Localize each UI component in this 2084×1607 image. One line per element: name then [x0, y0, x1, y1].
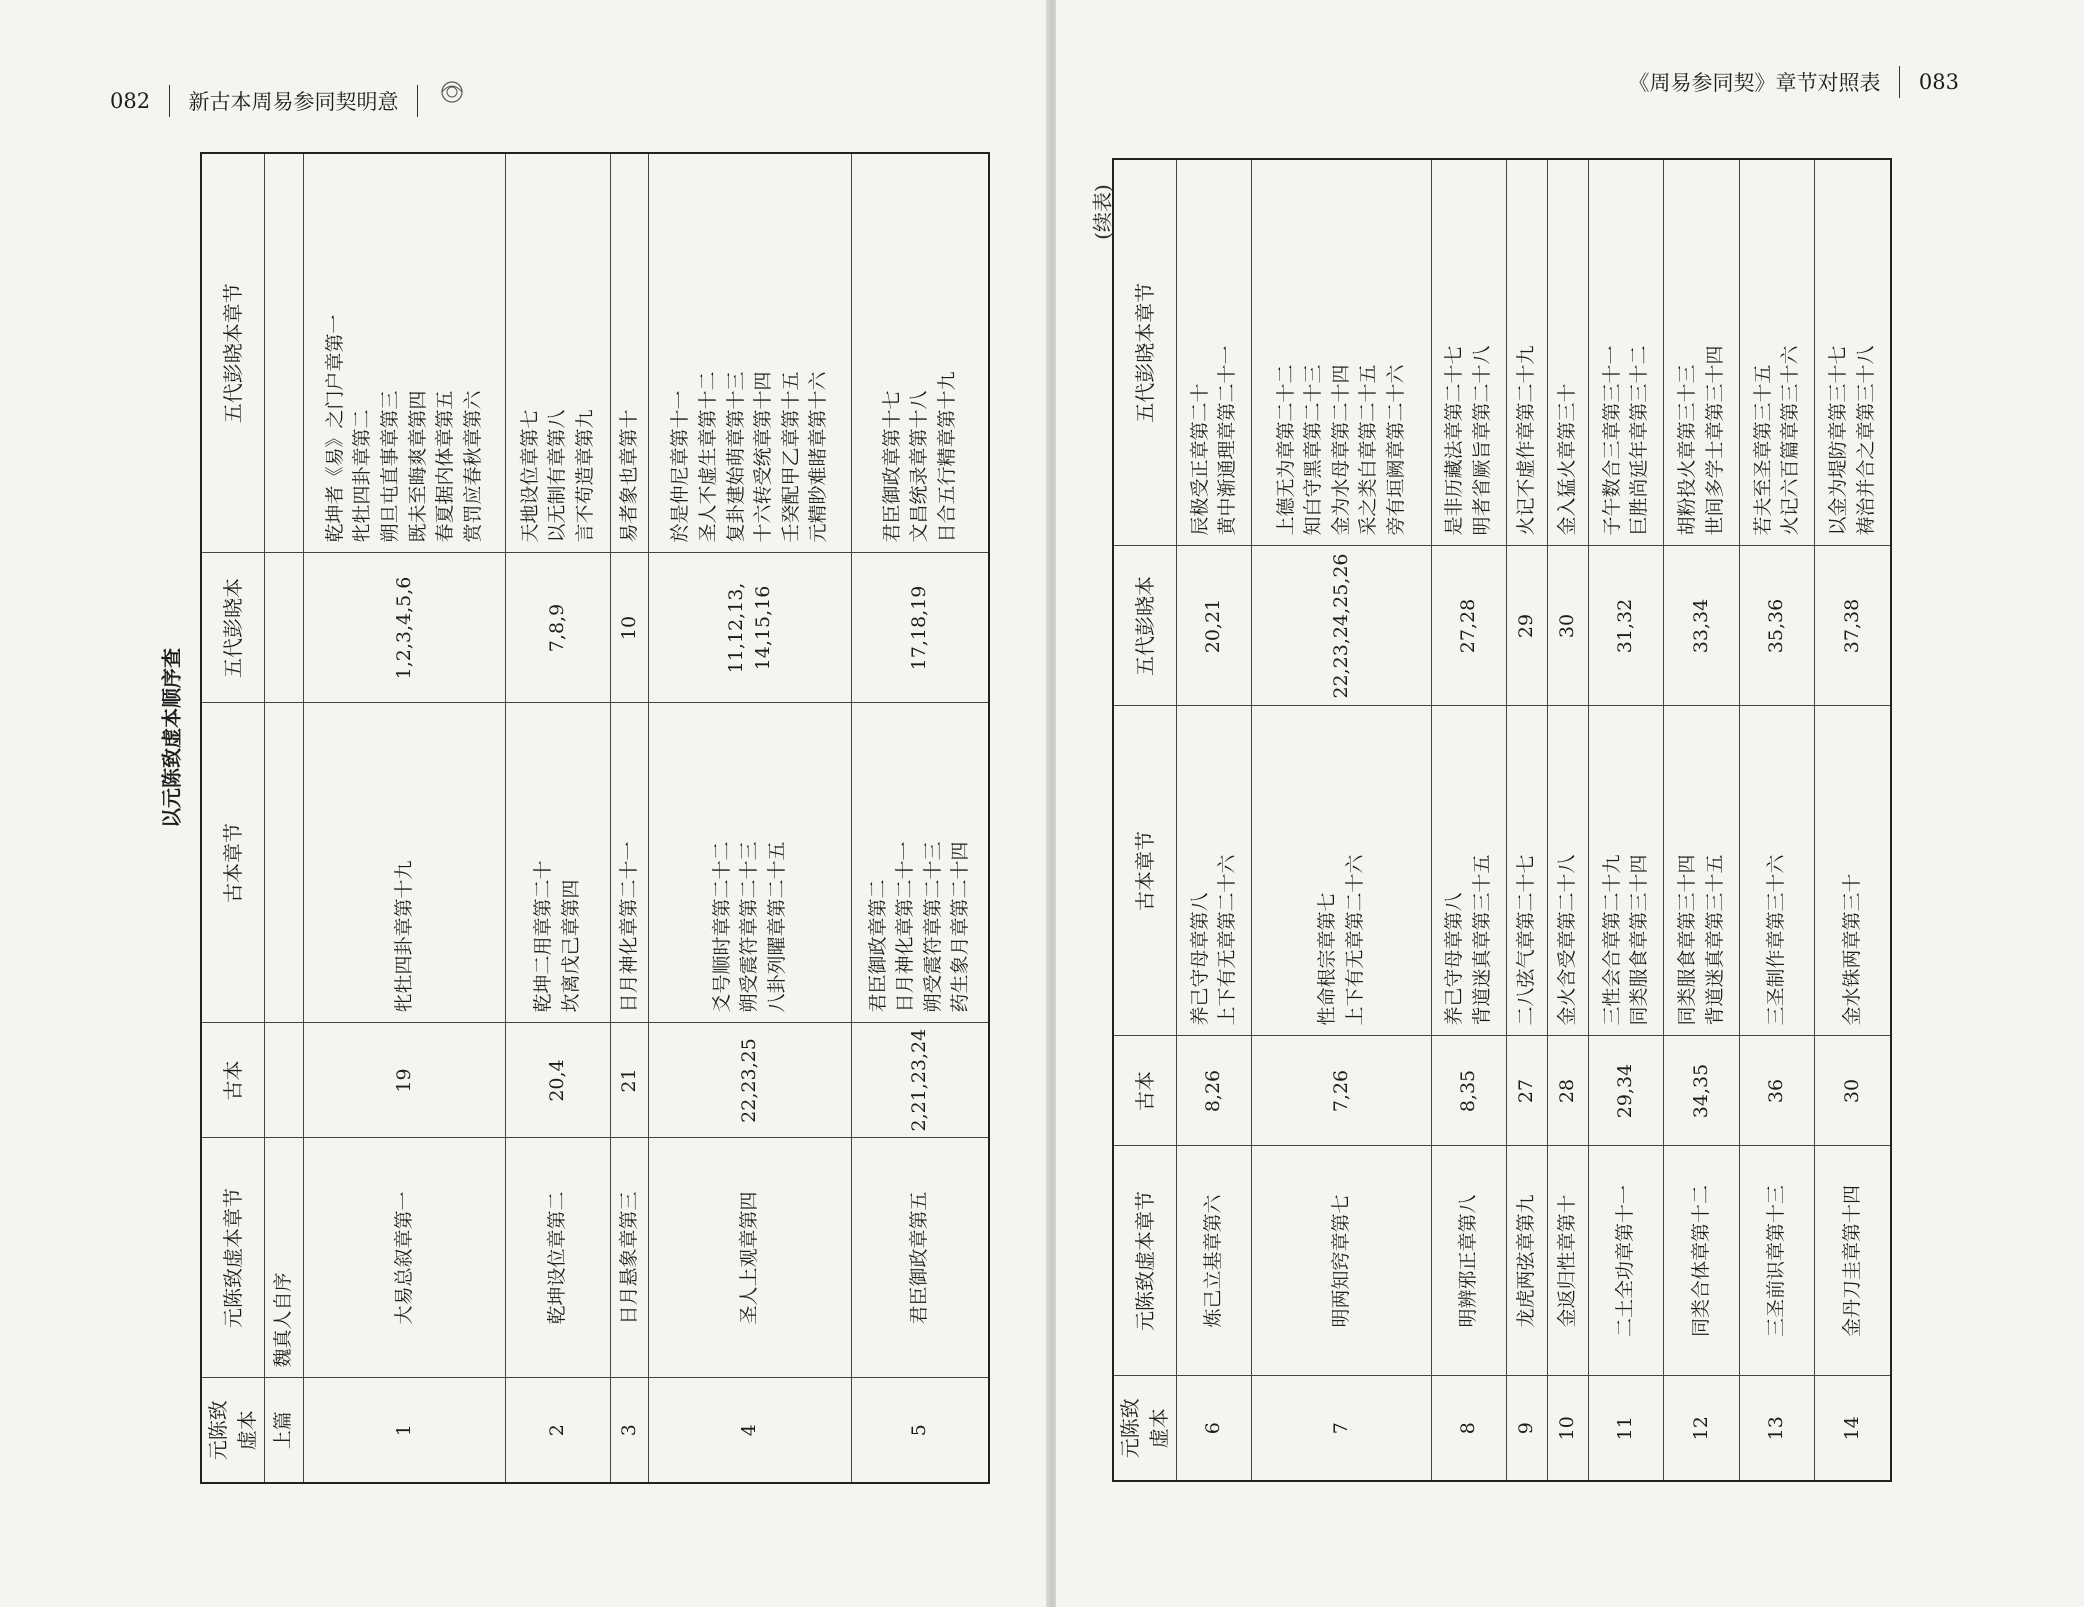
cell-line: 二土全功章第十一: [1614, 1185, 1637, 1338]
cell-line: 朔受震符章第二十三: [738, 841, 761, 1013]
cell-guben-number: [610, 1023, 649, 1138]
cell-line: 4: [738, 1424, 761, 1437]
table-caption: 以元陈致虚本顺序查: [159, 648, 184, 828]
cell-line: 辰极受正章第二十: [1188, 383, 1211, 536]
cell-line: 火记六百篇章第三十六: [1779, 345, 1802, 536]
cell-line: 同类合体章第十二: [1689, 1185, 1712, 1338]
header-chen-number: [201, 1378, 265, 1483]
cell-line: 7,26: [1329, 1069, 1352, 1113]
cell-line: 明两知窍章第七: [1329, 1194, 1352, 1328]
cell-line: 乾坤者《易》之门户章第一: [323, 314, 346, 543]
cell-pengxiao-number: [1507, 546, 1548, 706]
cell-line: 壬癸配甲乙章第十五: [779, 371, 802, 543]
cell-line: 日月神化章第二十一: [894, 841, 917, 1013]
cell-line: 2: [546, 1424, 569, 1437]
cell-guben-chapter: [1507, 706, 1548, 1036]
cell-line: 19: [392, 1068, 415, 1093]
table-row: [1177, 159, 1252, 1481]
cell-line: 巨胜尚延年章第三十二: [1628, 345, 1651, 536]
cell-line: 圣人不虚生章第十二: [696, 371, 719, 543]
cell-chen-chapter: [1548, 1146, 1589, 1376]
cell-pengxiao-number: [649, 553, 852, 703]
cell-line: 日月神化章第二十一: [617, 841, 640, 1013]
header-line: 元陈致: [206, 1400, 230, 1461]
cell-pengxiao-chapter: [1548, 159, 1589, 546]
cell-line: 同类服食章第三十四: [1676, 854, 1699, 1026]
cell-chen-number: [506, 1378, 610, 1483]
cell-line: 31,32: [1614, 598, 1637, 654]
cell-line: 36: [1765, 1078, 1788, 1104]
cell-line: 27: [1515, 1078, 1538, 1104]
cell-line: 元精眇难睹章第十六: [807, 371, 830, 543]
right-running-header: [1629, 66, 1959, 98]
cell-line: 7: [1329, 1422, 1352, 1435]
table-row: [1588, 159, 1663, 1481]
cell-line: 20,21: [1202, 598, 1225, 654]
table-row: [1739, 159, 1814, 1481]
cell-line: 世间多学士章第三十四: [1703, 345, 1726, 536]
header-guben-number: 古本: [201, 1023, 265, 1138]
book-title: 新古本周易参同契明意: [188, 89, 399, 114]
cell-chen-chapter: [1177, 1146, 1252, 1376]
header-line: 虚本: [1147, 1408, 1171, 1449]
cell-line: 金返归性章第十: [1556, 1194, 1579, 1328]
table-row: [1431, 159, 1506, 1481]
header-pengxiao-chapter: 五代彭晓本章节: [201, 153, 265, 553]
cell-line: 魏真人自序: [272, 1272, 295, 1368]
table-row: [1252, 159, 1431, 1481]
cell-line: 3: [617, 1424, 640, 1437]
table-row: [506, 153, 610, 1483]
cell-guben-number: [1177, 1036, 1252, 1146]
cell-line: 君臣御政章第五: [908, 1191, 931, 1325]
cell-guben-chapter: [1431, 706, 1506, 1036]
cell-line: 9: [1515, 1422, 1538, 1435]
table-row: [610, 153, 649, 1483]
cell-line: 上下有无章第二十六: [1343, 854, 1366, 1026]
cell-line: 35,36: [1765, 598, 1788, 654]
cell-line: 复卦建始萌章第十三: [724, 371, 747, 543]
cell-line: 君臣御政章第二: [866, 879, 889, 1013]
cell-line: 火记不虚作章第二十九: [1515, 345, 1538, 536]
page-title: 《周易参同契》章节对照表: [1628, 71, 1881, 95]
cell-line: 胡粉投火章第三十三: [1676, 364, 1699, 536]
cell-pengxiao-number: [265, 553, 304, 703]
cell-pengxiao-chapter: [1252, 159, 1431, 546]
cell-line: 上下有无章第二十六: [1216, 854, 1239, 1026]
cell-line: 30: [1556, 613, 1579, 639]
cell-chen-number: [649, 1378, 852, 1483]
table-row: [303, 153, 506, 1483]
cell-chen-chapter: [1252, 1146, 1431, 1376]
cell-line: 29: [1515, 613, 1538, 639]
cell-chen-chapter: [1507, 1146, 1548, 1376]
cell-line: 采之类白章第二十五: [1357, 364, 1380, 536]
header-divider: [417, 85, 418, 117]
chapter-table-left: [200, 152, 990, 1484]
table-row: [1548, 159, 1589, 1481]
table-row: [265, 153, 304, 1483]
cell-line: 於是仲尼章第十一: [669, 390, 692, 543]
cell-pengxiao-chapter: [1739, 159, 1814, 546]
ornament-icon: [437, 78, 467, 106]
cell-pengxiao-chapter: [610, 153, 649, 553]
cell-guben-number: [1252, 1036, 1431, 1146]
cell-line: 背道迷真章第三十五: [1470, 854, 1493, 1026]
cell-guben-chapter: [1548, 706, 1589, 1036]
cell-pengxiao-chapter: [303, 153, 506, 553]
cell-line: 5: [908, 1424, 931, 1437]
cell-pengxiao-chapter: [1664, 159, 1739, 546]
cell-guben-number: [1588, 1036, 1663, 1146]
cell-chen-number: [265, 1378, 304, 1483]
cell-pengxiao-number: [1252, 546, 1431, 706]
cell-line: 8: [1457, 1422, 1480, 1435]
cell-line: 君臣御政章第十七: [880, 390, 903, 543]
cell-line: 上德无为章第二十二: [1274, 364, 1297, 536]
cell-chen-chapter: [649, 1138, 852, 1378]
cell-line: 爻号顺时章第二十二: [710, 841, 733, 1013]
continued-label: (续表): [1090, 184, 1115, 240]
cell-line: 29,34: [1614, 1063, 1637, 1119]
page-number-right: 083: [1918, 70, 1959, 94]
cell-pengxiao-chapter: [649, 153, 852, 553]
cell-line: 三性会合章第二十九: [1600, 854, 1623, 1026]
cell-line: 药生象月章第二十四: [949, 841, 972, 1013]
cell-line: 10: [617, 615, 640, 641]
cell-guben-chapter: [610, 703, 649, 1023]
cell-line: 21: [617, 1068, 640, 1093]
cell-guben-number: [1431, 1036, 1506, 1146]
cell-line: 二八弦气章第二十七: [1515, 854, 1538, 1026]
table-row: [1507, 159, 1548, 1481]
cell-guben-chapter: [851, 703, 989, 1023]
cell-line: 1,2,3,4,5,6: [392, 576, 415, 680]
cell-guben-number: [1507, 1036, 1548, 1146]
cell-line: 圣人上观章第四: [738, 1191, 761, 1325]
cell-line: 黄中渐通理章第二十一: [1216, 345, 1239, 536]
cell-guben-chapter: [1739, 706, 1814, 1036]
cell-line: 37,38: [1840, 598, 1863, 654]
cell-line: 言不苟造章第九: [573, 409, 596, 543]
cell-pengxiao-number: [1177, 546, 1252, 706]
cell-guben-chapter: [1815, 706, 1891, 1036]
cell-line: 1: [392, 1424, 415, 1437]
cell-line: 大易总叙章第一: [392, 1191, 415, 1325]
header-guben-chapter: 古本章节: [1113, 706, 1177, 1036]
cell-line: 乾坤设位章第二: [546, 1191, 569, 1325]
cell-guben-number: [1548, 1036, 1589, 1146]
header-pengxiao-chapter: 五代彭晓本章节: [1113, 159, 1177, 546]
header-divider: [169, 85, 170, 117]
cell-chen-number: [1548, 1376, 1589, 1481]
cell-guben-number: [1664, 1036, 1739, 1146]
cell-line: 22,23,24,25,26: [1329, 553, 1352, 699]
header-pengxiao-number: 五代彭晓本: [1113, 546, 1177, 706]
cell-chen-number: [1177, 1376, 1252, 1481]
chapter-table-right: [1112, 158, 1892, 1482]
cell-line: 三圣前识章第十三: [1765, 1185, 1788, 1338]
cell-guben-number: [1739, 1036, 1814, 1146]
cell-pengxiao-chapter: [1588, 159, 1663, 546]
left-table-wrapper: [200, 154, 990, 1484]
cell-pengxiao-number: [1739, 546, 1814, 706]
cell-pengxiao-number: [506, 553, 610, 703]
cell-line: 既未至晦爽章第四: [406, 390, 429, 543]
cell-line: 乾坤二用章第二十: [532, 860, 555, 1013]
cell-line: 文昌统录章第十八: [908, 390, 931, 543]
cell-guben-chapter: [1664, 706, 1739, 1036]
page-number-left: 082: [110, 88, 151, 113]
cell-line: 金为水母章第二十四: [1329, 364, 1352, 536]
cell-chen-number: [1815, 1376, 1891, 1481]
cell-line: 明辨邪正章第八: [1457, 1194, 1480, 1328]
cell-pengxiao-number: [1431, 546, 1506, 706]
right-table-wrapper: [1112, 160, 1892, 1482]
cell-line: 八卦列曜章第二十五: [765, 841, 788, 1013]
cell-line: 朔受震符章第二十三: [921, 841, 944, 1013]
cell-chen-chapter: [265, 1138, 304, 1378]
cell-guben-chapter: [1252, 706, 1431, 1036]
cell-chen-number: [1507, 1376, 1548, 1481]
cell-chen-number: [1588, 1376, 1663, 1481]
cell-line: 牝牡四卦章第十九: [392, 860, 415, 1013]
cell-pengxiao-chapter: [851, 153, 989, 553]
cell-chen-number: [1664, 1376, 1739, 1481]
cell-guben-number: [265, 1023, 304, 1138]
cell-line: 27,28: [1457, 598, 1480, 654]
cell-line: 朔旦屯直事章第三: [378, 390, 401, 543]
cell-line: 上篇: [272, 1411, 295, 1450]
table-row: [649, 153, 852, 1483]
cell-line: 易者象也章第十: [617, 409, 640, 543]
cell-guben-chapter: [1588, 706, 1663, 1036]
cell-pengxiao-number: [610, 553, 649, 703]
cell-line: 坎离戊己章第四: [559, 879, 582, 1013]
cell-line: 6: [1202, 1422, 1225, 1435]
cell-line: 8,26: [1202, 1069, 1225, 1113]
cell-chen-chapter: [1431, 1146, 1506, 1376]
cell-pengxiao-chapter: [1177, 159, 1252, 546]
cell-line: 金水铢两章第三十: [1840, 873, 1863, 1026]
cell-chen-chapter: [506, 1138, 610, 1378]
cell-guben-number: [303, 1023, 506, 1138]
header-chen-number: [1113, 1376, 1177, 1481]
cell-pengxiao-number: [1588, 546, 1663, 706]
cell-line: 同类服食章第三十四: [1628, 854, 1651, 1026]
cell-chen-number: [610, 1378, 649, 1483]
cell-line: 炼己立基章第六: [1202, 1194, 1225, 1328]
cell-chen-number: [1252, 1376, 1431, 1481]
cell-line: 30: [1840, 1078, 1863, 1104]
cell-line: 子午数合三章第三十一: [1600, 345, 1623, 536]
cell-line: 13: [1765, 1416, 1788, 1441]
cell-pengxiao-chapter: [1507, 159, 1548, 546]
cell-line: 28: [1556, 1078, 1579, 1104]
cell-line: 天地设位章第七: [518, 409, 541, 543]
header-chen-chapter: 元陈致虚本章节: [201, 1138, 265, 1378]
cell-line: 龙虎两弦章第九: [1515, 1194, 1538, 1328]
header-line: 虚本: [235, 1410, 259, 1451]
cell-guben-chapter: [303, 703, 506, 1023]
cell-line: 2,21,23,24: [908, 1028, 931, 1132]
table-row: [1664, 159, 1739, 1481]
cell-pengxiao-chapter: [265, 153, 304, 553]
cell-line: 金入猛火章第三十: [1556, 383, 1579, 536]
cell-line: 三圣制作章第三十六: [1765, 854, 1788, 1026]
header-divider: [1899, 66, 1900, 98]
cell-line: 十六转受统章第十四: [752, 371, 775, 543]
cell-chen-chapter: [1664, 1146, 1739, 1376]
cell-line: 牝牡四卦章第二: [351, 409, 374, 543]
cell-line: 旁有垣阙章第二十六: [1384, 364, 1407, 536]
cell-line: 春夏据内体章第五: [434, 390, 457, 543]
cell-guben-chapter: [506, 703, 610, 1023]
cell-chen-chapter: [1588, 1146, 1663, 1376]
cell-pengxiao-chapter: [506, 153, 610, 553]
cell-chen-chapter: [610, 1138, 649, 1378]
cell-line: 34,35: [1689, 1063, 1712, 1119]
cell-line: 背道迷真章第三十五: [1703, 854, 1726, 1026]
cell-line: 11: [1614, 1416, 1637, 1441]
cell-line: 养己守母章第八: [1188, 892, 1211, 1026]
cell-line: 日合五行精章第十九: [935, 371, 958, 543]
cell-chen-number: [303, 1378, 506, 1483]
cell-line: 11,12,13,: [724, 582, 747, 674]
cell-guben-number: [649, 1023, 852, 1138]
cell-guben-number: [1815, 1036, 1891, 1146]
cell-chen-chapter: [851, 1138, 989, 1378]
cell-line: 10: [1556, 1416, 1579, 1441]
cell-line: 20,4: [546, 1059, 569, 1102]
cell-line: 知白守黑章第二十三: [1302, 364, 1325, 536]
header-guben-chapter: 古本章节: [201, 703, 265, 1023]
cell-line: 金丹刀圭章第十四: [1840, 1185, 1863, 1338]
cell-line: 赏罚应春秋章第六: [461, 390, 484, 543]
cell-pengxiao-number: [1664, 546, 1739, 706]
cell-line: 祷治并合之章第三十八: [1854, 345, 1877, 536]
cell-line: 7,8,9: [546, 603, 569, 653]
cell-line: 33,34: [1689, 598, 1712, 654]
cell-line: 22,23,25: [738, 1038, 761, 1123]
cell-line: 12: [1689, 1416, 1712, 1441]
header-guben-number: 古本: [1113, 1036, 1177, 1146]
cell-line: 以无制有章第八: [546, 409, 569, 543]
cell-pengxiao-chapter: [1431, 159, 1506, 546]
cell-pengxiao-number: [303, 553, 506, 703]
table-header-row: [201, 153, 265, 1483]
header-line: 元陈致: [1118, 1398, 1142, 1459]
cell-guben-chapter: [649, 703, 852, 1023]
cell-pengxiao-number: [1548, 546, 1589, 706]
cell-chen-number: [851, 1378, 989, 1483]
cell-chen-number: [1739, 1376, 1814, 1481]
cell-line: 14,15,16: [752, 585, 775, 671]
cell-line: 日月悬象章第三: [617, 1191, 640, 1325]
cell-guben-chapter: [1177, 706, 1252, 1036]
cell-line: 性命根宗章第七: [1316, 892, 1339, 1026]
cell-line: 明者省厥旨章第二十八: [1470, 345, 1493, 536]
cell-chen-chapter: [1739, 1146, 1814, 1376]
cell-line: 以金为堤防章第三十七: [1827, 345, 1850, 536]
cell-line: 养己守母章第八: [1443, 892, 1466, 1026]
cell-line: 金火含受章第二十八: [1556, 854, 1579, 1026]
cell-chen-number: [1431, 1376, 1506, 1481]
cell-line: 17,18,19: [908, 585, 931, 671]
cell-guben-number: [506, 1023, 610, 1138]
cell-line: 14: [1840, 1416, 1863, 1441]
cell-pengxiao-chapter: [1815, 159, 1891, 546]
header-pengxiao-number: 五代彭晓本: [201, 553, 265, 703]
left-running-header: [110, 78, 467, 117]
cell-guben-number: [851, 1023, 989, 1138]
cell-pengxiao-number: [1815, 546, 1891, 706]
cell-chen-chapter: [303, 1138, 506, 1378]
cell-guben-chapter: [265, 703, 304, 1023]
right-page: [1056, 0, 2084, 1607]
header-chen-chapter: 元陈致虚本章节: [1113, 1146, 1177, 1376]
table-header-row: [1113, 159, 1177, 1481]
cell-chen-chapter: [1815, 1146, 1891, 1376]
cell-line: 8,35: [1457, 1069, 1480, 1113]
table-row: [1815, 159, 1891, 1481]
table-row: [851, 153, 989, 1483]
cell-pengxiao-number: [851, 553, 989, 703]
cell-line: 若夫至圣章第三十五: [1751, 364, 1774, 536]
cell-line: 是非历藏法章第二十七: [1443, 345, 1466, 536]
